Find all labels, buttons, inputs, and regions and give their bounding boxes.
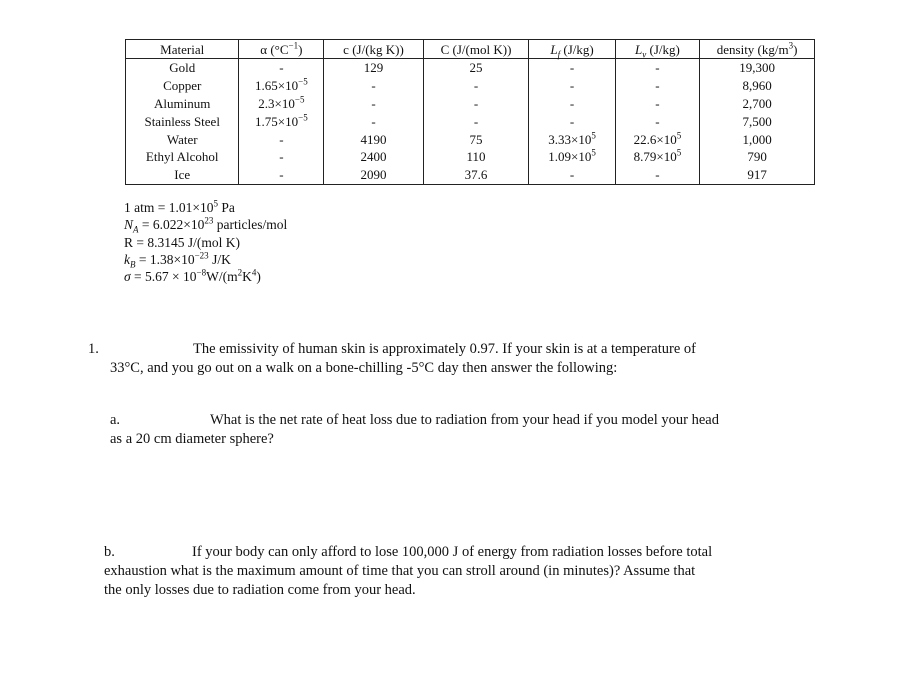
cell-density: 7,500: [700, 112, 815, 130]
problem-1-line2: 33°C, and you go out on a walk on a bone-chilling -5°C day then answer the following:: [110, 360, 618, 376]
table-row: [126, 130, 815, 148]
problem-1a-number: a.: [110, 412, 121, 428]
cell-density: 917: [700, 166, 815, 184]
cell-alpha: -: [239, 148, 324, 166]
cell-material: Gold: [126, 59, 239, 77]
constant-atm: 1 atm = $1.01\times 10^5$ Pa: [124, 198, 235, 215]
problem-1b-line1: If your body can only afford to lose 100,000 J of energy from radiation losses before total: [192, 544, 713, 560]
problem-1a: [110, 411, 818, 449]
problem-1b-number: b.: [104, 544, 115, 560]
cell-C: 37.6: [423, 166, 529, 184]
cell-alpha: -: [239, 59, 324, 77]
cell-lf: -: [529, 166, 615, 184]
cell-density: 2,700: [700, 95, 815, 113]
cell-alpha: -: [239, 130, 324, 148]
cell-lf: $3.33\times 10^5$: [529, 130, 615, 148]
cell-lv: -: [615, 112, 700, 130]
cell-lf: -: [529, 77, 615, 95]
cell-alpha: -: [239, 166, 324, 184]
cell-alpha: $1.65\times 10^{-5}$: [239, 77, 324, 95]
cell-C: 110: [423, 148, 529, 166]
cell-lf: $1.09\times 10^5$: [529, 148, 615, 166]
header-specific-heat: c (J/(kg K)): [324, 40, 423, 59]
problem-1a-line2: as a 20 cm diameter sphere?: [110, 431, 274, 447]
constant-stefan-boltzmann: $\sigma = 5.67 \times 10^{-8}W/(m^2K^4)$: [124, 267, 261, 285]
constant-gas: R = 8.3145 J/(mol K): [124, 234, 240, 250]
cell-c: -: [324, 77, 423, 95]
table-body: [126, 59, 815, 185]
cell-alpha: $2.3\times 10^{-5}$: [239, 95, 324, 113]
cell-lv: $22.6\times 10^5$: [615, 130, 700, 148]
table-row: [126, 112, 815, 130]
material-properties-table: [125, 39, 815, 185]
cell-material: Ethyl Alcohol: [126, 148, 239, 166]
cell-material: Stainless Steel: [126, 112, 239, 130]
cell-c: -: [324, 95, 423, 113]
table-row: [126, 95, 815, 113]
cell-alpha: $1.75\times 10^{-5}$: [239, 112, 324, 130]
cell-density: 8,960: [700, 77, 815, 95]
table-row: [126, 59, 815, 77]
problem-1b-line3: the only losses due to radiation come from your head.: [104, 582, 416, 598]
cell-material: Ice: [126, 166, 239, 184]
problem-1b-line2: exhaustion what is the maximum amount of time that you can stroll around (in minutes)? Assume that: [104, 563, 696, 579]
problem-1b: [104, 543, 794, 600]
problem-1: [88, 340, 818, 378]
problem-1-line1: The emissivity of human skin is approximately 0.97. If your skin is at a temperature of: [193, 341, 696, 357]
problem-1a-line1: What is the net rate of heat loss due to radiation from your head if you model your head: [210, 412, 719, 428]
cell-lf: -: [529, 112, 615, 130]
cell-lv: -: [615, 59, 700, 77]
table-header-row: [126, 40, 815, 59]
physical-constants: [124, 199, 287, 285]
header-density: density $(kg/m^3)$: [700, 40, 815, 59]
cell-C: -: [423, 112, 529, 130]
cell-material: Copper: [126, 77, 239, 95]
cell-C: -: [423, 95, 529, 113]
cell-C: -: [423, 77, 529, 95]
header-material: Material: [126, 40, 239, 59]
header-alpha: α $(^\circ C^{-1})$: [239, 40, 324, 59]
table-row: [126, 148, 815, 166]
header-latent-fusion: $L_f$ (J/kg): [529, 40, 615, 59]
cell-c: 129: [324, 59, 423, 77]
cell-c: -: [324, 112, 423, 130]
cell-C: 25: [423, 59, 529, 77]
table-row: [126, 77, 815, 95]
cell-lv: -: [615, 77, 700, 95]
cell-c: 2090: [324, 166, 423, 184]
header-molar-heat: C (J/(mol K)): [423, 40, 529, 59]
cell-material: Water: [126, 130, 239, 148]
cell-lf: -: [529, 59, 615, 77]
cell-lv: -: [615, 166, 700, 184]
cell-material: Aluminum: [126, 95, 239, 113]
problem-1-number: 1.: [88, 341, 99, 357]
header-latent-vapor: $L_v$ (J/kg): [615, 40, 700, 59]
cell-density: 790: [700, 148, 815, 166]
cell-c: 4190: [324, 130, 423, 148]
cell-density: 1,000: [700, 130, 815, 148]
cell-c: 2400: [324, 148, 423, 166]
constant-boltzmann: $k_B = 1.38\times 10^{-23}$ J/K: [124, 250, 231, 270]
cell-lf: -: [529, 95, 615, 113]
cell-C: 75: [423, 130, 529, 148]
constant-avogadro: $N_A = 6.022\times 10^{23}$ particles/mol: [124, 215, 288, 235]
cell-lv: -: [615, 95, 700, 113]
cell-lv: $8.79\times 10^5$: [615, 148, 700, 166]
table-row: [126, 166, 815, 184]
cell-density: 19,300: [700, 59, 815, 77]
